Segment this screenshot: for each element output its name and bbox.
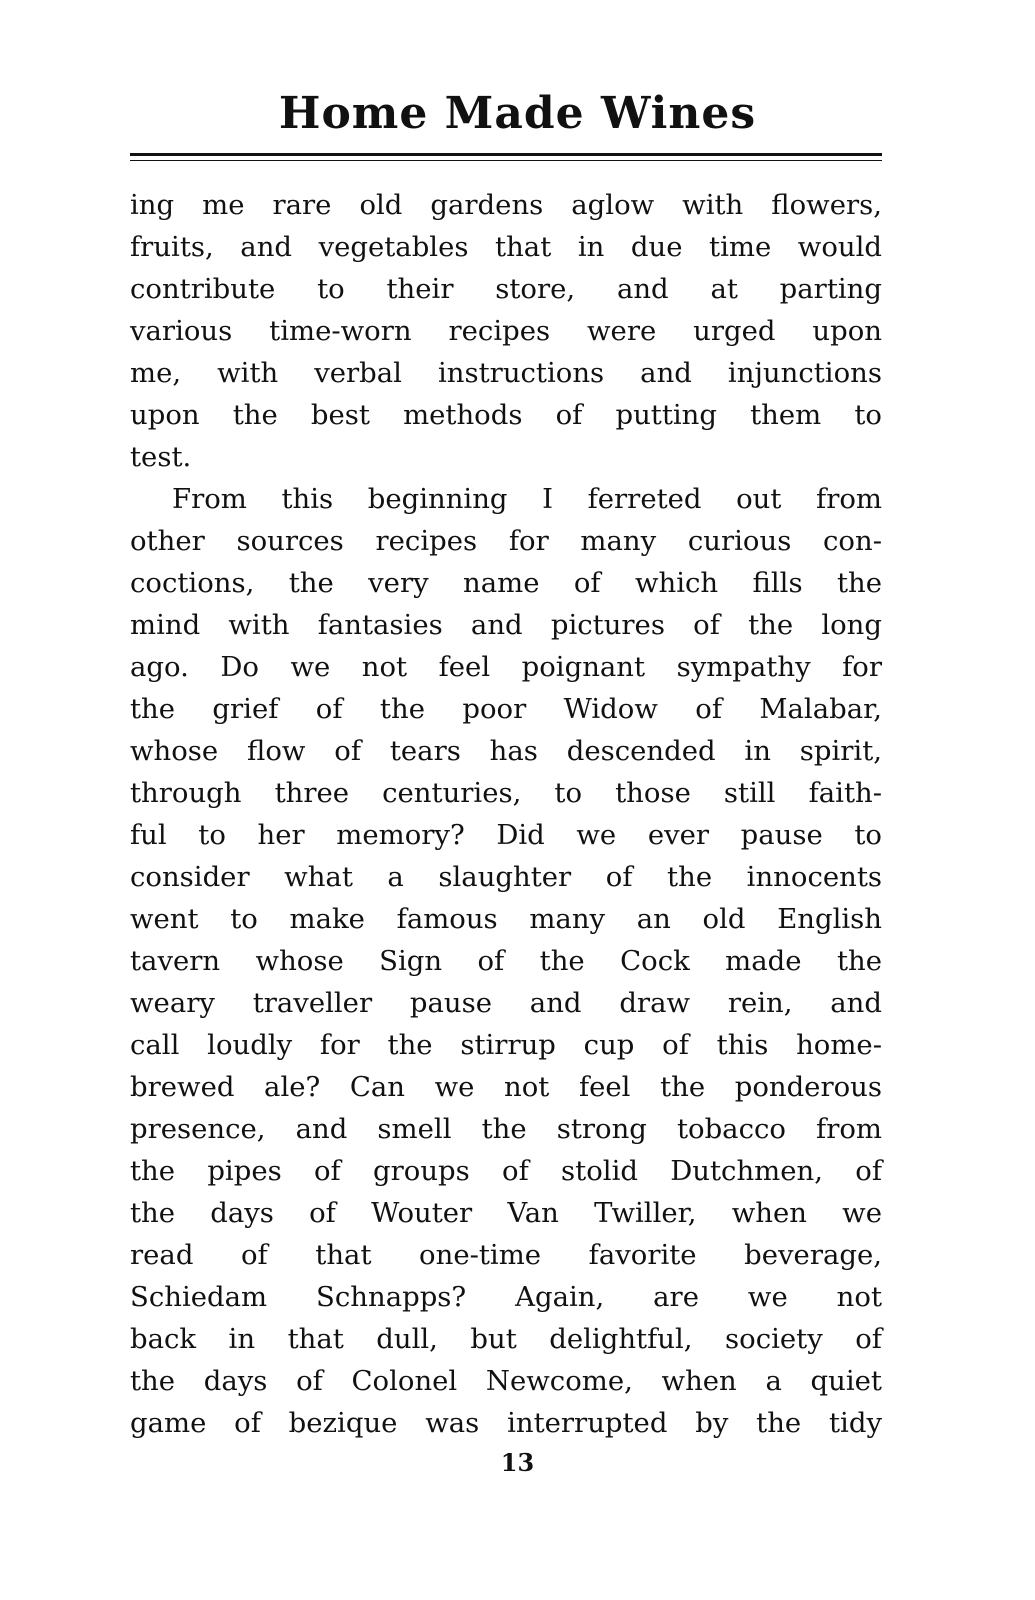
- body-text: [130, 184, 882, 1444]
- text-line: me, with verbal instructions and injunctions: [130, 357, 882, 389]
- text-line: call loudly for the stirrup cup of this home-: [130, 1029, 882, 1061]
- text-line: ing me rare old gardens aglow with flowers,: [130, 189, 882, 221]
- text-line: the days of Colonel Newcome, when a quiet: [130, 1365, 882, 1397]
- text-line: tavern whose Sign of the Cock made the: [130, 945, 882, 977]
- text-line: coctions, the very name of which fills the: [130, 567, 882, 599]
- text-line: brewed ale? Can we not feel the ponderous: [130, 1071, 882, 1103]
- text-line: various time-worn recipes were urged upon: [130, 315, 882, 347]
- header-rule-thick: [130, 153, 882, 156]
- text-line: weary traveller pause and draw rein, and: [130, 987, 882, 1019]
- text-line: presence, and smell the strong tobacco from: [130, 1113, 882, 1145]
- header-rule-thin: [130, 160, 882, 161]
- text-line: ago. Do we not feel poignant sympathy for: [130, 651, 882, 683]
- text-line: mind with fantasies and pictures of the long: [130, 609, 882, 641]
- text-line: test.: [130, 441, 192, 473]
- text-line: fruits, and vegetables that in due time would: [130, 231, 882, 263]
- text-line: through three centuries, to those still faith-: [130, 777, 882, 809]
- text-line: whose flow of tears has descended in spirit,: [130, 735, 882, 767]
- text-line: Schiedam Schnapps? Again, are we not: [130, 1281, 882, 1313]
- text-line: back in that dull, but delightful, society of: [130, 1323, 882, 1355]
- text-line: upon the best methods of putting them to: [130, 399, 882, 431]
- text-line: game of bezique was interrupted by the tidy: [130, 1407, 882, 1439]
- text-line: consider what a slaughter of the innocents: [130, 861, 882, 893]
- text-line: the days of Wouter Van Twiller, when we: [130, 1197, 882, 1229]
- page-number: 13: [500, 1448, 535, 1477]
- running-header-title: Home Made Wines: [278, 88, 757, 139]
- text-line: the grief of the poor Widow of Malabar,: [130, 693, 882, 725]
- text-line: other sources recipes for many curious con-: [130, 525, 882, 557]
- text-line: contribute to their store, and at parting: [130, 273, 882, 305]
- text-line: From this beginning I ferreted out from: [172, 483, 882, 515]
- text-line: ful to her memory? Did we ever pause to: [130, 819, 882, 851]
- text-line: the pipes of groups of stolid Dutchmen, of: [130, 1155, 882, 1187]
- text-line: read of that one-time favorite beverage,: [130, 1239, 882, 1271]
- text-line: went to make famous many an old English: [130, 903, 882, 935]
